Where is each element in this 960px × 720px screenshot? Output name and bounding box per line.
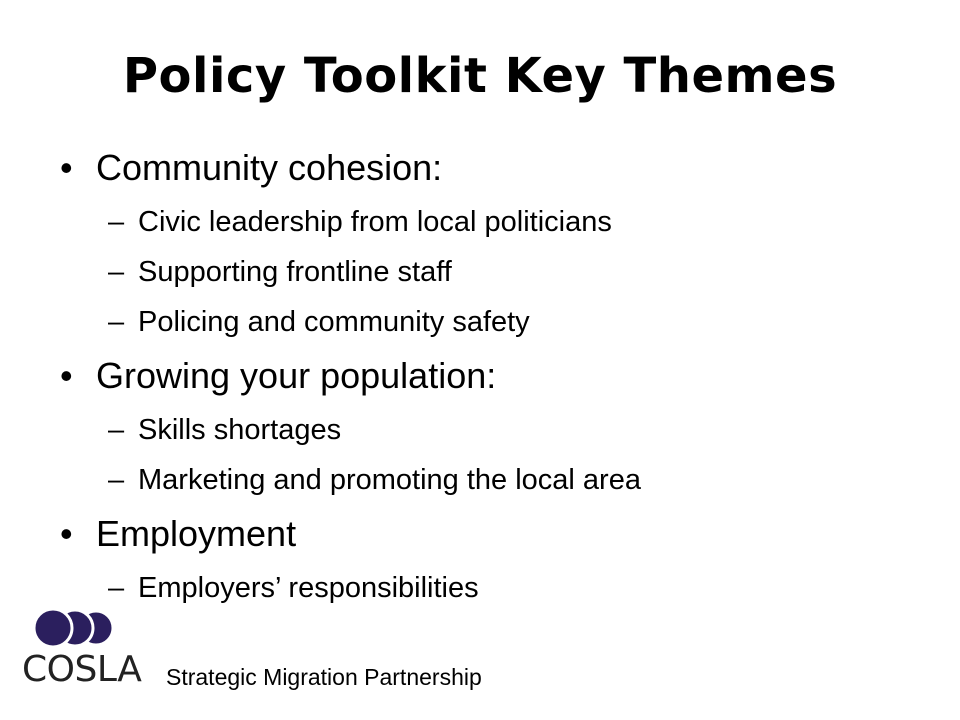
sub-dash: – — [108, 256, 125, 288]
sub-item — [60, 455, 920, 505]
sub-dash: – — [108, 464, 125, 496]
sub-item — [60, 297, 920, 347]
cosla-logo — [18, 606, 158, 696]
bullet-dot: • — [60, 147, 73, 188]
cosla-circles-icon — [18, 606, 118, 650]
sub-text: Marketing and promoting the local area — [138, 464, 641, 496]
bullet-item-community-cohesion — [60, 145, 920, 191]
sub-item — [60, 197, 920, 247]
slide-title: Policy Toolkit Key Themes — [122, 48, 838, 104]
sub-item — [60, 247, 920, 297]
sub-list — [60, 405, 920, 505]
bullet-item-employment — [60, 511, 920, 557]
sub-text: Skills shortages — [138, 414, 342, 446]
bullet-list — [60, 145, 920, 619]
sub-text: Policing and community safety — [138, 306, 530, 338]
bullet-text: Employment — [96, 513, 297, 554]
bullet-dot: • — [60, 513, 73, 554]
sub-dash: – — [108, 572, 125, 604]
bullet-text: Community cohesion: — [96, 147, 443, 188]
sub-text: Civic leadership from local politicians — [138, 206, 612, 238]
bullet-text: Growing your population: — [96, 355, 497, 396]
sub-dash: – — [108, 414, 125, 446]
logo-text: COSLA — [22, 649, 142, 690]
sub-text: Employers’ responsibilities — [138, 572, 479, 604]
sub-list — [60, 563, 920, 613]
sub-list — [60, 197, 920, 347]
bullet-dot: • — [60, 355, 73, 396]
sub-text: Supporting frontline staff — [138, 256, 452, 288]
sub-item — [60, 563, 920, 613]
bullet-item-growing-population — [60, 353, 920, 399]
sub-dash: – — [108, 306, 125, 338]
footer-text: Strategic Migration Partnership — [166, 664, 482, 690]
sub-item — [60, 405, 920, 455]
sub-dash: – — [108, 206, 125, 238]
